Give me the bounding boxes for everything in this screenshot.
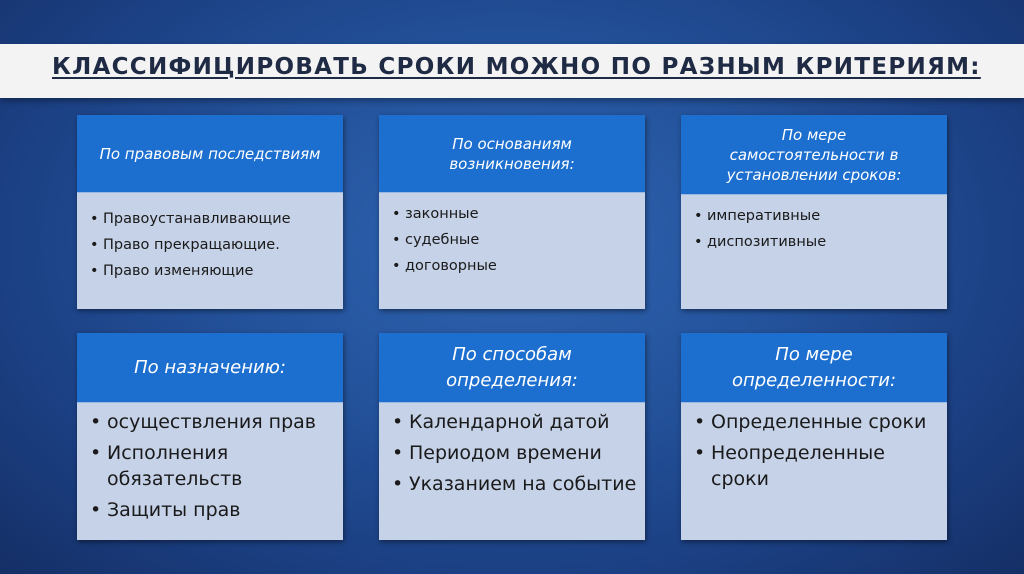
list-item: • судебные	[405, 227, 645, 253]
card-body	[379, 193, 645, 309]
list-item: • законные	[405, 201, 645, 227]
list-item: • Периодом времени	[409, 440, 645, 466]
card-header	[77, 333, 343, 403]
list-item: • Неопределенные сроки	[711, 440, 947, 492]
card-header	[379, 333, 645, 403]
card-header	[77, 115, 343, 193]
list-item: • Правоустанавливающие	[103, 206, 343, 232]
card-independence	[681, 115, 947, 309]
card-header-label: По назначению:	[134, 356, 286, 378]
card-determination-methods	[379, 333, 645, 540]
list-item: • императивные	[707, 203, 947, 229]
list-item: • Право изменяющие	[103, 258, 343, 284]
card-body	[77, 403, 343, 540]
card-body	[681, 195, 947, 309]
list-item: • осуществления прав	[107, 409, 343, 435]
card-purpose	[77, 333, 343, 540]
card-header-label: По основаниям возникновения:	[449, 134, 575, 173]
card-definiteness	[681, 333, 947, 540]
card-body	[379, 403, 645, 540]
card-header	[681, 333, 947, 403]
list-item: • Указанием на событие	[409, 471, 645, 497]
card-header-label: По правовым последствиям	[99, 144, 321, 163]
card-header-label: По способам определения:	[446, 343, 578, 391]
page-title: КЛАССИФИЦИРОВАТЬ СРОКИ МОЖНО ПО РАЗНЫМ КРИТЕРИЯМ:	[52, 54, 981, 80]
list-item: • Календарной датой	[409, 409, 645, 435]
card-body	[77, 193, 343, 309]
card-header-label: По мере самостоятельности в установлении сроков:	[726, 125, 902, 184]
list-item: • договорные	[405, 253, 645, 279]
card-grounds-of-origin	[379, 115, 645, 309]
card-header	[681, 115, 947, 195]
list-item: • диспозитивные	[707, 229, 947, 255]
card-body	[681, 403, 947, 540]
card-header	[379, 115, 645, 193]
list-item: • Исполнения обязательств	[107, 440, 343, 492]
list-item: • Определенные сроки	[711, 409, 947, 435]
list-item: • Право прекращающие.	[103, 232, 343, 258]
card-header-label: По мере определенности:	[731, 343, 897, 391]
list-item: • Защиты прав	[107, 497, 343, 523]
card-legal-consequences	[77, 115, 343, 309]
